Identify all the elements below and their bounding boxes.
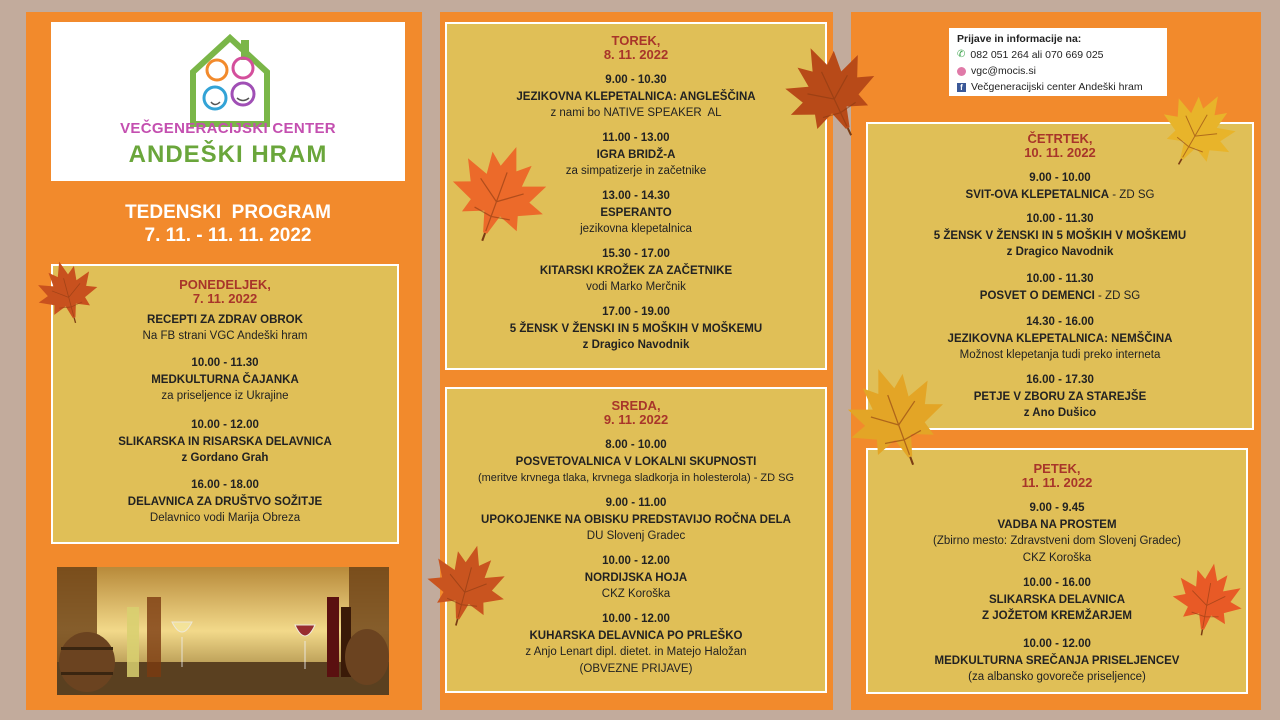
wednesday-card — [445, 387, 827, 693]
contact-email[interactable]: vgc@mocis.si — [971, 65, 1036, 77]
maple-leaf-icon — [1164, 554, 1252, 642]
event-time: 9.00 - 9.45 — [1029, 502, 1085, 514]
event-time: 10.00 - 16.00 — [1023, 577, 1091, 589]
event-desc: z Anjo Lenart dipl. dietet. in Matejo Haložan — [525, 646, 747, 658]
thursday-day: ČETRTEK, — [1027, 131, 1093, 146]
event-time: 10.00 - 12.00 — [191, 419, 259, 431]
wednesday-event-4 — [447, 611, 825, 678]
event-desc: za priseljence iz Ukrajine — [161, 390, 289, 402]
event-time: 10.00 - 12.00 — [602, 613, 670, 625]
contact-phone: 082 051 264 ali 070 669 025 — [970, 49, 1104, 61]
event-suffix: - ZD SG — [1094, 290, 1141, 302]
contact-email-row — [957, 63, 1159, 79]
event-desc: Na FB strani VGC Andeški hram — [142, 330, 308, 342]
event-desc-2: (OBVEZNE PRIJAVE) — [579, 663, 693, 675]
event-title: PETJE V ZBORU ZA STAREJŠE — [973, 391, 1147, 403]
logo-line2: ANDEŠKI HRAM — [128, 141, 328, 168]
event-time: 10.00 - 12.00 — [602, 555, 670, 567]
event-time: 14.30 - 16.00 — [1026, 316, 1094, 328]
contact-title: Prijave in informacije na: — [957, 33, 1082, 45]
thursday-event-1 — [868, 170, 1252, 203]
event-title: MEDKULTURNA ČAJANKA — [151, 374, 299, 386]
tuesday-day: TOREK, — [611, 33, 661, 48]
event-time: 8.00 - 10.00 — [605, 439, 667, 451]
thursday-date: 10. 11. 2022 — [1024, 145, 1096, 160]
monday-day: PONEDELJEK, — [179, 277, 271, 292]
contact-box — [949, 28, 1167, 96]
friday-event-3 — [868, 636, 1246, 686]
event-title: SVIT-OVA KLEPETALNICA — [965, 189, 1110, 201]
event-title-row — [868, 187, 1252, 203]
event-desc: z Gordano Grah — [181, 452, 269, 464]
event-desc: (za albansko govoreče priseljence) — [968, 671, 1146, 683]
logo-house-icon — [185, 28, 275, 128]
wednesday-day: SREDA, — [611, 398, 661, 413]
event-desc-2: CKZ Koroška — [1022, 552, 1092, 564]
event-time: 16.00 - 18.00 — [191, 479, 259, 491]
contact-facebook[interactable]: Večgeneracijski center Andeški hram — [971, 81, 1143, 93]
event-desc: jezikovna klepetalnica — [580, 223, 692, 235]
thursday-event-2 — [868, 211, 1252, 261]
wednesday-event-1 — [447, 437, 825, 487]
email-icon — [957, 67, 966, 76]
thursday-event-3 — [868, 271, 1252, 304]
event-desc: DU Slovenj Gradec — [586, 530, 686, 542]
event-time: 10.00 - 11.30 — [1026, 213, 1094, 225]
event-title: KITARSKI KROŽEK ZA ZAČETNIKE — [539, 265, 733, 277]
event-title-row — [868, 288, 1252, 304]
event-time: 10.00 - 12.00 — [1023, 638, 1091, 650]
event-title: VADBA NA PROSTEM — [997, 519, 1117, 531]
program-title: TEDENSKI PROGRAM — [125, 202, 331, 223]
phone-icon: ✆ — [957, 49, 966, 60]
event-title: POSVETOVALNICA V LOKALNI SKUPNOSTI — [515, 456, 757, 468]
event-desc: z Dragico Navodnik — [1006, 246, 1114, 258]
friday-day: PETEK, — [1033, 461, 1081, 476]
contact-phone-row — [957, 47, 1159, 63]
event-title: JEZIKOVNA KLEPETALNICA: NEMŠČINA — [947, 333, 1173, 345]
monday-event-4 — [53, 477, 397, 527]
event-title: IGRA BRIDŽ-A — [596, 149, 676, 161]
event-title: MEDKULTURNA SREČANJA PRISELJENCEV — [934, 655, 1180, 667]
event-title: SLIKARSKA DELAVNICA — [988, 594, 1126, 606]
event-title: DELAVNICA ZA DRUŠTVO SOŽITJE — [127, 496, 323, 508]
event-time: 9.00 - 10.30 — [605, 74, 667, 86]
event-desc: z Ano Dušico — [1023, 407, 1097, 419]
event-title: RECEPTI ZA ZDRAV OBROK — [147, 314, 303, 326]
event-time: 11.00 - 13.00 — [602, 132, 670, 144]
event-time: 16.00 - 17.30 — [1026, 374, 1094, 386]
event-title: JEZIKOVNA KLEPETALNICA: ANGLEŠČINA — [516, 91, 756, 103]
event-desc: (Zbirno mesto: Zdravstveni dom Slovenj Gradec) — [933, 535, 1181, 547]
event-desc: CKZ Koroška — [601, 588, 671, 600]
tuesday-event-5 — [447, 304, 825, 354]
monday-event-3 — [53, 417, 397, 467]
logo-line1: VEČGENERACIJSKI CENTER — [120, 120, 336, 137]
friday-date: 11. 11. 2022 — [1021, 475, 1093, 490]
event-time: 13.00 - 14.30 — [602, 190, 670, 202]
event-title: ESPERANTO — [600, 207, 672, 219]
event-time: 15.30 - 17.00 — [602, 248, 670, 260]
event-title: KUHARSKA DELAVNICA PO PRLEŠKO — [529, 630, 743, 642]
event-desc: (meritve krvnega tlaka, krvnega sladkorja in holesterola) - ZD SG — [477, 472, 795, 484]
wednesday-date: 9. 11. 2022 — [603, 412, 669, 427]
monday-date: 7. 11. 2022 — [192, 291, 258, 306]
wine-photo — [57, 567, 389, 695]
event-time: 10.00 - 11.30 — [191, 357, 259, 369]
event-suffix: - ZD SG — [1109, 189, 1155, 201]
tuesday-event-1 — [447, 72, 825, 122]
event-title: NORDIJSKA HOJA — [584, 572, 688, 584]
event-title: 5 ŽENSK V ŽENSKI IN 5 MOŠKIH V MOŠKEMU — [933, 230, 1187, 242]
event-title-2: Z JOŽETOM KREMŽARJEM — [982, 610, 1132, 622]
tuesday-date: 8. 11. 2022 — [603, 47, 669, 62]
tuesday-event-4 — [447, 246, 825, 296]
event-desc: z Dragico Navodnik — [582, 339, 690, 351]
event-desc: Delavnico vodi Marija Obreza — [149, 512, 301, 524]
monday-event-2 — [53, 355, 397, 405]
event-title: SLIKARSKA IN RISARSKA DELAVNICA — [118, 436, 332, 448]
event-desc: Možnost klepetanja tudi preko interneta — [959, 349, 1161, 361]
logo-box — [51, 22, 405, 181]
contact-facebook-row — [957, 79, 1159, 95]
program-dates: 7. 11. - 11. 11. 2022 — [144, 225, 312, 246]
event-time: 17.00 - 19.00 — [602, 306, 670, 318]
event-title: UPOKOJENKE NA OBISKU PREDSTAVIJO ROČNA DELA — [481, 514, 791, 526]
facebook-icon: f — [957, 83, 966, 92]
event-title: 5 ŽENSK V ŽENSKI IN 5 MOŠKIH V MOŠKEMU — [509, 323, 763, 335]
event-desc: za simpatizerje in začetnike — [565, 165, 707, 177]
event-desc: z nami bo NATIVE SPEAKER AL — [550, 107, 722, 119]
event-time: 9.00 - 11.00 — [605, 497, 667, 509]
event-time: 9.00 - 10.00 — [1029, 172, 1091, 184]
wednesday-event-2 — [447, 495, 825, 545]
event-title: POSVET O DEMENCI — [979, 290, 1095, 302]
event-time: 10.00 - 11.30 — [1026, 273, 1094, 285]
event-desc: vodi Marko Merčnik — [586, 281, 686, 293]
